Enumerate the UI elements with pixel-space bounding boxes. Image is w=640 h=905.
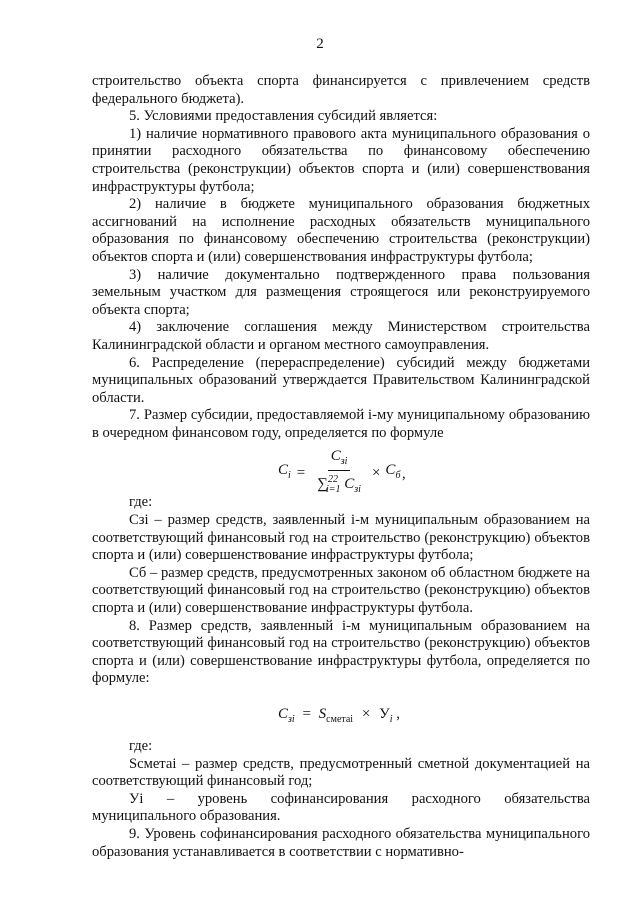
paragraph: Уi – уровень софинансирования расходного обязательства муниципального образования.	[92, 790, 590, 825]
paragraph: 4) заключение соглашения между Министерством строительства Калининградской области и органом местного самоуправления.	[92, 319, 590, 353]
formula-times: ×	[371, 464, 381, 481]
paragraph: 6. Распределение (перераспределение) субсидий между бюджетами муниципальных образований утверждается Правительством Калининградской области.	[92, 354, 590, 406]
formula-rhs: $C_б$	[385, 462, 401, 482]
paragraph: где:	[129, 738, 153, 754]
formula-lhs: $C_i$	[278, 462, 291, 482]
paragraph: где:	[129, 494, 153, 511]
paragraph: 5. Условиями предоставления субсидий является:	[129, 108, 438, 125]
paragraph: 1) наличие нормативного правового акта муниципального образования о принятии расходного обязательства по финансовому обеспечению строительства (реконструкции) объектов спорта и (или) совершенствования инфраструктуры футбола;	[92, 125, 590, 195]
paragraph: строительство объекта спорта финансируется с привлечением средств федерального бюджета).	[92, 73, 590, 107]
formula-comma: ,	[402, 466, 406, 483]
formula-fraction	[317, 448, 361, 498]
paragraph: 9. Уровень софинансирования расходного обязательства муниципального образования устанавливается в соответствии с нормативно-	[92, 825, 590, 860]
paragraph: Сзi – размер средств, заявленный i-м муниципальным образованием на соответствующий финансовый год на строительство (реконструкцию) объектов спорта и (или) совершенствование инфраструктуры футбола;	[92, 512, 590, 564]
formula-eq: =	[296, 464, 306, 481]
document-body	[92, 73, 590, 861]
formula-subsidy	[92, 442, 590, 494]
paragraph: Сб – размер средств, предусмотренных законом об областном бюджете на соответствующий финансовый год на строительство (реконструкцию) объектов спорта и (или) совершенствование инфраструктуры футбола.	[92, 564, 590, 617]
formula-denominator: ∑$^{22}_{i=1}$ $C_{зi}$	[317, 474, 361, 496]
formula-claimed-funds: $C_{зi} = S_{сметаi} \times У_i$ ,	[278, 706, 400, 725]
paragraph: 2) наличие в бюджете муниципального образования бюджетных ассигнований на исполнение расходных обязательств муниципального образования по финансовому обеспечению строительства (реконструкции) объектов спорта и (или) совершенствования инфраструктуры футбола;	[92, 196, 590, 265]
paragraph: 7. Размер субсидии, предоставляемой i-му муниципальному образованию в очередном финансовом году, определяется по формуле	[92, 407, 590, 441]
paragraph: 8. Размер средств, заявленный i-м муниципальным образованием на соответствующий финансовый год на строительство (реконструкцию) объектов спорта и (или) совершенствование инфраструктуры футбола, определяется по формуле:	[92, 617, 590, 687]
paragraph: 3) наличие документально подтвержденного права пользования земельным участком для размещения строящегося или реконструируемого объекта спорта;	[92, 266, 590, 318]
formula-numerator: $C_{зi}$	[328, 448, 351, 471]
page-number: 2	[316, 36, 324, 52]
paragraph: Sсметаi – размер средств, предусмотренный сметной документацией на соответствующий финансовый год;	[92, 755, 590, 790]
